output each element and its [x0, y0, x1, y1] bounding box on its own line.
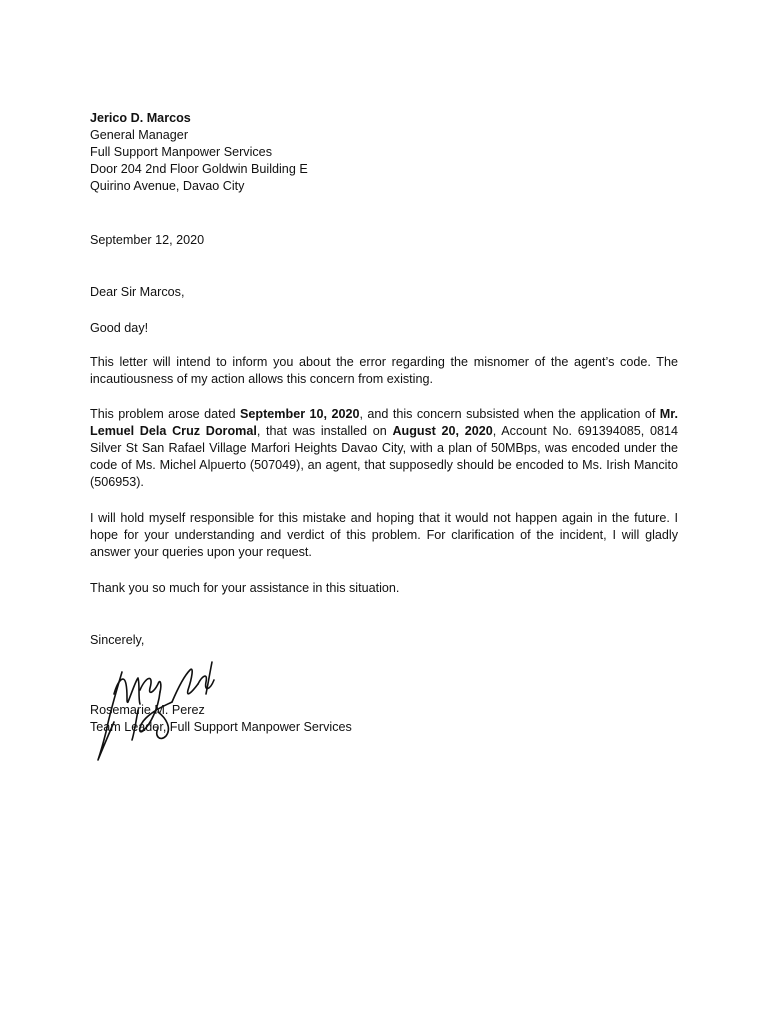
recipient-name: Jerico D. Marcos — [90, 111, 191, 125]
signer-name: Rosemarie M. Perez — [90, 703, 205, 717]
details-text-4: , Account No. 691394085, 0814 Silver St San Rafael Village Marfori Heights Davao City, with a plan of 50MBps, was encoded under the code of Ms. Michel Alpuerto (507049), an agent, that supposedly should be encoded to Ms. Irish Mancito (506953). — [90, 424, 678, 489]
signer-title: Team Leader, Full Support Manpower Services — [90, 720, 352, 734]
customer-name: Mr. Lemuel Dela Cruz Doromal — [90, 407, 678, 438]
handwritten-signature — [88, 632, 228, 767]
recipient-title: General Manager — [90, 128, 189, 142]
signer-block — [90, 702, 678, 736]
letter-date: September 12, 2020 — [90, 233, 205, 247]
details-text-3: , that was installed on — [256, 424, 393, 438]
paragraph-intro: This letter will intend to inform you about the error regarding the misnomer of the agent’s code. The incautiousness of my action allows this concern from existing. — [90, 355, 678, 386]
salutation: Dear Sir Marcos, — [90, 285, 185, 299]
greeting: Good day! — [90, 321, 149, 335]
recipient-address-line1: Door 204 2nd Floor Goldwin Building E — [90, 162, 308, 176]
details-text-2: , and this concern subsisted when the application of — [359, 407, 660, 421]
install-date: August 20, 2020 — [392, 424, 493, 438]
recipient-address-block — [90, 110, 678, 195]
incident-date: September 10, 2020 — [240, 407, 360, 421]
recipient-address-line2: Quirino Avenue, Davao City — [90, 179, 245, 193]
closing: Sincerely, — [90, 633, 145, 647]
details-text-1: This problem arose dated — [90, 407, 241, 421]
paragraph-responsibility: I will hold myself responsible for this mistake and hoping that it would not happen again in the future. I hope for your understanding and verdict of this problem. For clarification of the incident, I will gladly answer your queries upon your request. — [90, 511, 678, 559]
paragraph-thanks: Thank you so much for your assistance in this situation. — [90, 581, 400, 595]
paragraph-details — [90, 406, 678, 491]
recipient-company: Full Support Manpower Services — [90, 145, 272, 159]
